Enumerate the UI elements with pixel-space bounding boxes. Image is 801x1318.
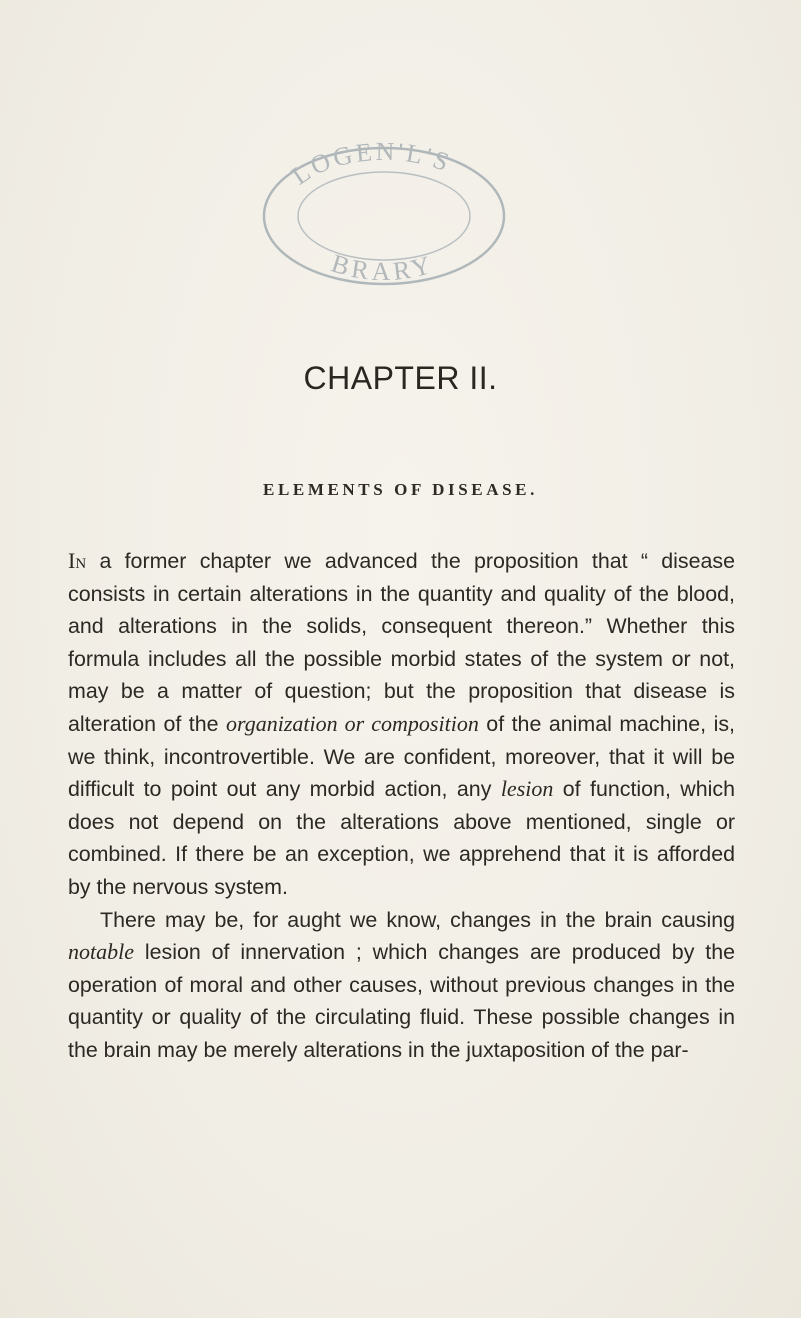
paragraph-1-italic-a: organization or composition [226, 710, 479, 736]
dropcap-word: In [68, 548, 87, 573]
paragraph-2-text-b: lesion of innervation ; which changes are produced by the operation of moral and other causes, without previous changes in the quantity or quality of the circulating fluid. These possible changes in the brain may be merely alterations in the juxtaposition of the par- [68, 940, 735, 1062]
paragraph-1-italic-b: lesion [500, 776, 554, 802]
stamp-inner-ring [298, 172, 470, 260]
paragraph-1-text-c: of function, which does not depend on the alterations above mentioned, single or combined. If there be an exception, we apprehend that it is afforded by the nervous system. [68, 777, 735, 899]
body-text [68, 545, 735, 1067]
paragraph-2-text-a: There may be, for aught we know, changes in the brain causing [100, 907, 735, 932]
section-heading: ELEMENTS OF DISEASE. [263, 480, 538, 499]
chapter-title: CHAPTER II. [303, 360, 498, 396]
library-stamp [248, 136, 520, 306]
paragraph-1-text-a: a former chapter we advanced the proposition that “ disease consists in certain alterations in the quantity and quality of the blood, and alterations in the solids, consequent thereon.” Whether this formula includes all the possible morbid states of the system or not, may be a matter of question; but the proposition that disease is alteration of the [68, 549, 735, 736]
paragraph-2 [68, 904, 735, 1067]
stamp-text-top: LOGEN'L'S [286, 136, 456, 191]
paragraph-1 [68, 545, 735, 904]
paragraph-2-italic-a: notable [68, 939, 134, 965]
stamp-text-bottom: BRARY [327, 248, 438, 287]
paragraph-1-text-b: of the animal machine, is, we think, incontrovertible. We are confident, moreover, that it will be difficult to point out any morbid action, any [68, 711, 735, 802]
